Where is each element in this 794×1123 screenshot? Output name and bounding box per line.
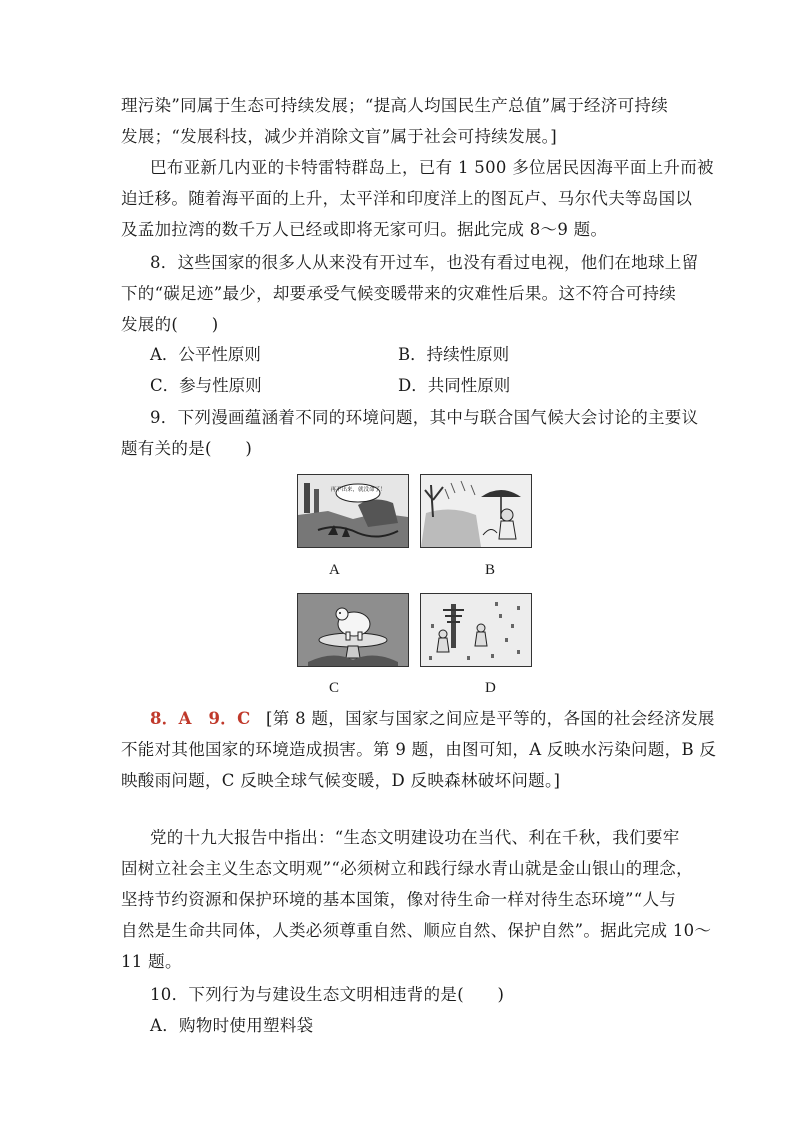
option-d: D．共同性原则 bbox=[398, 376, 511, 395]
text-line: 发展的( ) bbox=[121, 315, 219, 334]
option-c: C．参与性原则 bbox=[150, 376, 262, 395]
text-line: 理污染”同属于生态可持续发展；“提高人均国民生产总值”属于经济可持续 bbox=[121, 96, 669, 115]
question-9: 9．下列漫画蕴涵着不同的环境问题，其中与联合国气候大会讨论的主要议 bbox=[150, 408, 699, 427]
text-line: 党的十九大报告中指出：“生态文明建设功在当代、利在千秋，我们要牢 bbox=[150, 828, 680, 847]
cartoon-c-image bbox=[297, 593, 409, 667]
option-a: A．公平性原则 bbox=[150, 345, 261, 364]
text-line: 题有关的是( ) bbox=[121, 439, 253, 458]
text-line: 11 题。 bbox=[121, 952, 182, 971]
cartoon-a-label: A bbox=[329, 562, 340, 578]
cartoon-b-label: B bbox=[485, 562, 496, 578]
text-line: 发展；“发展科技，减少并消除文盲”属于社会可持续发展。] bbox=[121, 127, 557, 146]
text-line: 自然是生命共同体，人类必须尊重自然、顺应自然、保护自然”。据此完成 10～ bbox=[121, 921, 712, 940]
answer-explanation: [第 8 题，国家与国家之间应是平等的，各国的社会经济发展 bbox=[266, 709, 715, 728]
cartoon-b-image bbox=[420, 474, 532, 548]
cartoon-d-label: D bbox=[485, 680, 496, 696]
text-line: 及孟加拉湾的数千万人已经或即将无家可归。据此完成 8～9 题。 bbox=[121, 220, 608, 239]
text-line: 固树立社会主义生态文明观”“必须树立和践行绿水青山就是金山银山的理念， bbox=[121, 859, 693, 878]
text-line: 不能对其他国家的环境造成损害。第 9 题，由图可知，A 反映水污染问题，B 反 bbox=[121, 740, 717, 759]
cartoon-d-image bbox=[420, 593, 532, 667]
cartoon-c-label: C bbox=[329, 680, 340, 696]
text-line: 巴布亚新几内亚的卡特雷特群岛上，已有 1 500 多位居民因海平面上升而被 bbox=[150, 158, 714, 177]
text-line: 下的“碳足迹”最少，却要承受气候变暖带来的灾难性后果。这不符合可持续 bbox=[121, 284, 677, 303]
question-10: 10．下列行为与建设生态文明相违背的是( ) bbox=[150, 985, 505, 1004]
cartoon-a-image bbox=[297, 474, 409, 548]
text-line: 坚持节约资源和保护环境的基本国策，像对待生命一样对待生态环境”“人与 bbox=[121, 890, 677, 909]
text-line: 映酸雨问题，C 反映全球气候变暖，D 反映森林破坏问题。] bbox=[121, 771, 561, 790]
option-a: A．购物时使用塑料袋 bbox=[150, 1016, 314, 1035]
answer-key: 8．A 9．C bbox=[150, 709, 251, 728]
answer-line bbox=[150, 709, 715, 729]
text-line: 迫迁移。随着海平面的上升，太平洋和印度洋上的图瓦卢、马尔代夫等岛国以 bbox=[121, 189, 693, 208]
option-b: B．持续性原则 bbox=[398, 345, 510, 364]
question-8: 8．这些国家的很多人从来没有开过车，也没有看过电视，他们在地球上留 bbox=[150, 253, 699, 272]
cartoon-a-bubble: 再不出来，就没命了！ bbox=[330, 487, 386, 493]
